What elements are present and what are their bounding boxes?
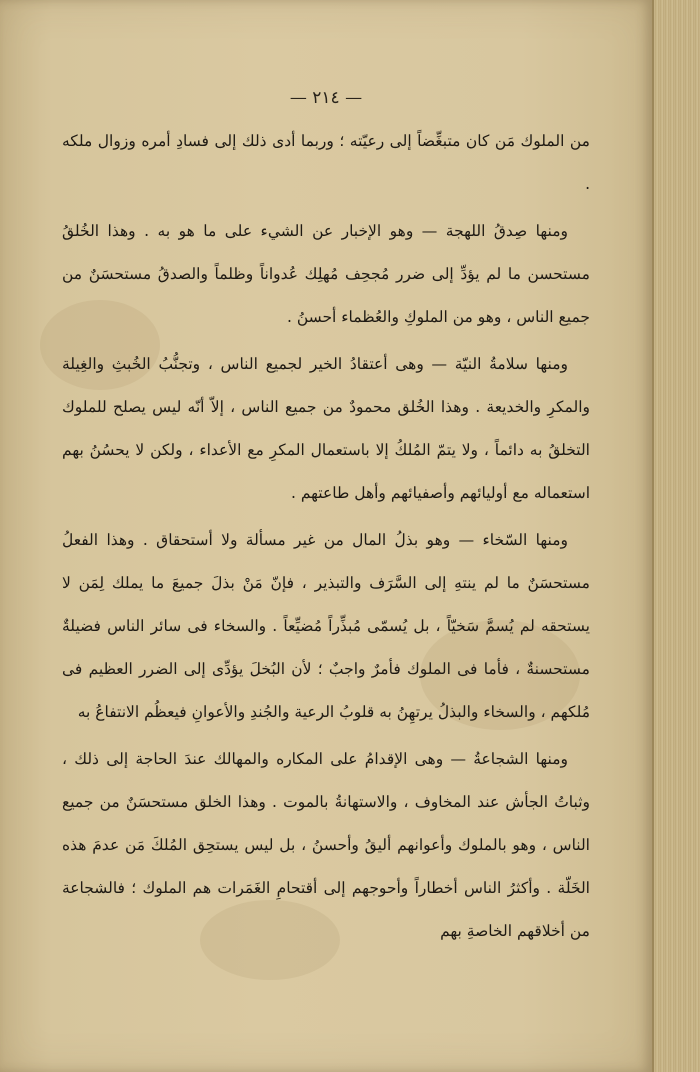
paragraph-1: من الملوك مَن كان متبغِّضاً إلى رعيّته ؛ وربما أدى ذلك إلى فسادِ أمره وزوال ملكه . — [62, 132, 590, 193]
body-text — [62, 120, 590, 953]
paragraph-3: ومنها سلامةُ النيّة — وهى أعتقادُ الخير لجميع الناس ، وتجنُّبُ الخُبثِ والغِيلة والمكرِ والخديعة . وهذا الخُلق محمودٌ من جميع الناس ، إلاّ أنّه ليس يصلح للملوك التخلقُ به دائماً ، ولا يتمّ المُلكُ إلا باستعمال المكرِ مع الأعداء ، ولكن لا يحسُنُ بهم استعماله مع أوليائهم وأصفيائهم وأهل طاعتهم . — [62, 355, 590, 502]
paragraph-5: ومنها الشجاعةُ — وهى الإقدامُ على المكاره والمهالك عندَ الحاجة إلى ذلك ، وثباتُ الجأش عند المخاوف ، والاستهانةُ بالموت . وهذا الخلق مستحسَنٌ من جميع الناس ، وهو بالملوك وأعوانهم أليقُ وأحسنُ ، بل ليس يستحِق المُلكَ مَن عدمَ هذه الخَلّة . وأكثرُ الناس أخطاراً وأحوجهم إلى أقتحامِ الغَمَرات هم الملوك ؛ فالشجاعة من أخلاقهم الخاصةِ بهم — [62, 750, 590, 940]
page-number: — ٢١٤ — — [289, 88, 363, 108]
book-page-edges — [652, 0, 700, 1072]
paragraph-2: ومنها صِدقُ اللهجة — وهو الإخبار عن الشيء على ما هو به . وهذا الخُلقُ مستحسن ما لم يؤدِّ إلى ضرر مُجحِف مُهلِك عُدواناً وظلماً والصدقُ مستحسَنٌ من جميع الناس ، وهو من الملوكِ والعُظماء أحسنُ . — [62, 222, 590, 326]
paragraph-4: ومنها السّخاء — وهو بذلُ المال من غير مسألة ولا أستحقاق . وهذا الفعلُ مستحسَنٌ ما لم ينتهِ إلى السَّرَف والتبذير ، فإنّ مَنْ بذلَ جميعَ ما يملك لِمَن لا يستحقه لم يُسمَّ سَخيّاً ، بل يُسمّى مُبذِّراً مُضيِّعاً . والسخاء فى سائر الناس فضيلةٌ مستحسنةٌ ، فأما فى الملوك فأمرٌ واجبٌ ؛ لأن البُخلَ يؤدِّى إلى الضرر العظيم فى مُلكهم ، والسخاء والبذلُ يرتهِنُ به قلوبُ الرعية والجُندِ والأعوانِ فيعظُم الانتفاعُ به — [62, 531, 590, 721]
